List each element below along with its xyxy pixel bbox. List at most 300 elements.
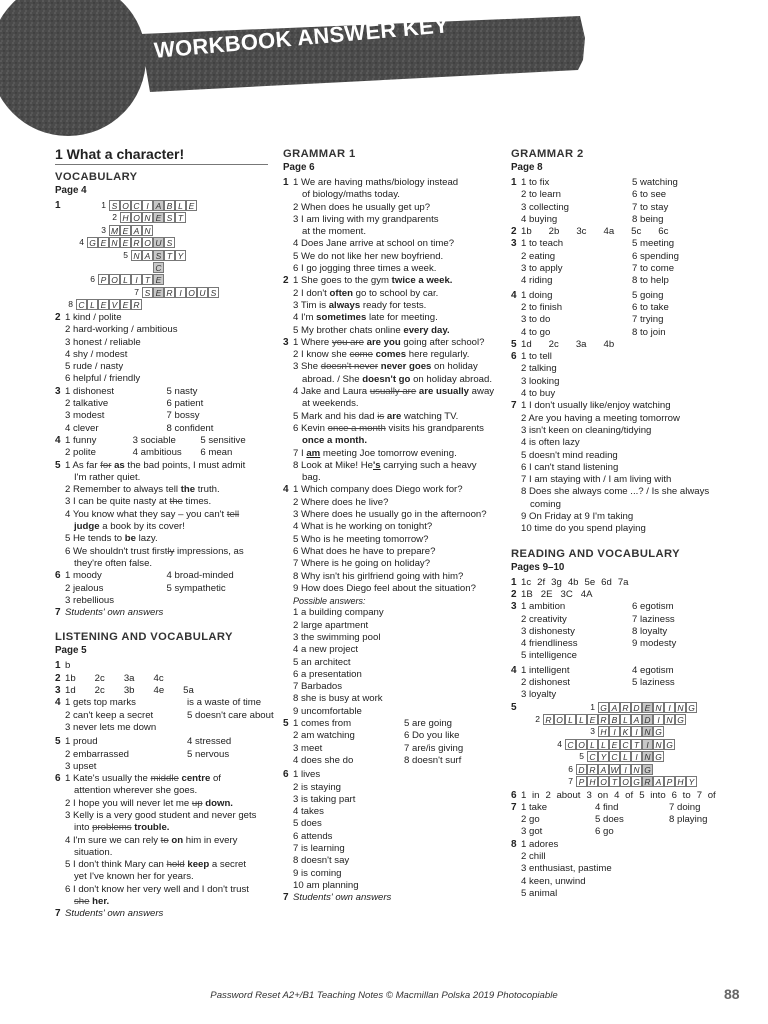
- answer-cell: 4 find: [595, 801, 619, 813]
- crossword-cell: I: [609, 726, 620, 737]
- answer-line: 5 animal: [521, 887, 558, 899]
- g2-q4: 4 1 doing 5 going 2 to finish 6 to take 3 to do 7 trying 4 to go 8 to join: [511, 290, 726, 339]
- answer-cell: 1 funny: [65, 434, 97, 446]
- crossword-cell: P: [664, 776, 675, 787]
- crossword-cell: Y: [686, 776, 697, 787]
- answer-cell: [187, 761, 268, 773]
- crossword-cell: G: [686, 702, 697, 713]
- answer-cell: 3 never lets me down: [65, 721, 157, 733]
- answer-cell: 3 modest: [65, 410, 105, 422]
- crossword-cell: C: [609, 751, 620, 762]
- crossword-cell: L: [565, 714, 576, 725]
- crossword-cell: Y: [598, 751, 609, 762]
- answer-item: 6c: [658, 226, 669, 238]
- answer-cell: 5 going: [632, 289, 664, 301]
- crossword-cell: I: [631, 726, 642, 737]
- answer-cell: 3 loyalty: [521, 689, 557, 701]
- answer-line: 9 On Friday at 9 I'm taking: [521, 511, 634, 523]
- crossword-cell: E: [153, 274, 164, 285]
- answer-item: 3a: [575, 338, 587, 350]
- page-ref: Page 5: [55, 645, 87, 657]
- crossword-cell: C: [587, 751, 598, 762]
- answer-line: 8 doesn't say: [293, 855, 350, 867]
- answer-item: 4a: [603, 226, 615, 238]
- answer-line: 6 I go jogging three times a week.: [293, 263, 437, 275]
- answer-cell: 7 to stay: [632, 201, 669, 213]
- crossword-cell: I: [142, 200, 153, 211]
- crossword-cell: O: [598, 776, 609, 787]
- answer-line: 1 Which company does Diego work for?: [293, 484, 463, 496]
- answer-line: 1 to tell: [521, 351, 552, 363]
- crossword-cell: G: [653, 726, 664, 737]
- crossword-cell: C: [565, 739, 576, 750]
- section-heading: READING AND VOCABULARY: [511, 547, 680, 560]
- crossword-cell: A: [598, 764, 609, 775]
- crossword-cell: A: [142, 250, 153, 261]
- crossword-cell: A: [153, 200, 164, 211]
- lq-1: 1 b: [55, 660, 71, 672]
- crossword-cell: S: [142, 287, 153, 298]
- answer-line: 1 kind / polite: [65, 312, 122, 323]
- crossword-cell: A: [653, 776, 664, 787]
- crossword-cell: O: [142, 237, 153, 248]
- answer-item: 3c: [576, 226, 587, 238]
- crossword-cell: R: [598, 714, 609, 725]
- answer-line: 3 enthusiast, pastime: [521, 863, 612, 875]
- answer-line: at the moment.: [302, 226, 366, 238]
- section-heading: GRAMMAR 2: [511, 148, 584, 160]
- answer-line: 1 I don't usually like/enjoy watching: [521, 400, 671, 412]
- crossword-cell: E: [120, 225, 131, 236]
- answer-cell: 1 to fix: [521, 177, 550, 188]
- answer-line: 6 helpful / friendly: [65, 373, 141, 385]
- crossword-cell: L: [620, 714, 631, 725]
- footer-copyright: Password Reset A2+/B1 Teaching Notes © Macmillan Polska 2019 Photocopiable: [210, 990, 558, 1001]
- answer-line: 5 Who is he meeting tomorrow?: [293, 533, 429, 545]
- answer-line: coming: [530, 498, 561, 510]
- crossword-cell: C: [153, 262, 164, 273]
- answer-cell: 1 take: [521, 801, 548, 813]
- answer-item: 2c: [94, 672, 105, 684]
- answer-line: 3 the swimming pool: [293, 631, 381, 643]
- answer-cell: 5 are going: [404, 718, 453, 730]
- g1-q7: 7 Students' own answers: [283, 892, 392, 904]
- crossword-cell: I: [131, 274, 142, 285]
- answer-line: 2 Are you having a meeting tomorrow: [521, 412, 680, 424]
- question-3: 3 1 dishonest 5 nasty 2 talkative 6 patient 3 modest 7 bossy 4 clever 8 confident: [55, 386, 268, 435]
- answer-line: 7 I am staying with / I am living with: [521, 474, 672, 486]
- g1-q2: 2 1 She goes to the gym twice a week. 2 I don't often go to school by car. 3 Tim is always ready for tests. 4 I'm sometimes late for meeting. 5 My brother chats online every day.: [283, 275, 453, 336]
- answer-cell: [167, 595, 269, 607]
- answer-cell: 4 to go: [521, 326, 551, 338]
- answer-cell: 6 mean: [200, 447, 233, 459]
- answer-cell: 1 moody: [65, 570, 102, 582]
- answer-item: 2f: [537, 576, 546, 588]
- section-heading: GRAMMAR 1: [283, 148, 356, 160]
- answer-line: 1 adores: [521, 838, 559, 850]
- clue-number: 4: [79, 237, 84, 248]
- crossword-cell: G: [653, 751, 664, 762]
- answer-cell: 2 embarrassed: [65, 748, 129, 760]
- question-1: 1 1 S O C I A B L E 2 H O N E S T 3 M E A N 4 G E N E R O U S 5 N A S T Y C 6 P O L I T E 7 S E R I O U S 8 C L E V E R: [55, 200, 268, 312]
- page-title: WORKBOOK ANSWER KEY: [153, 12, 450, 63]
- answer-cell: 5 meeting: [632, 238, 675, 250]
- answer-line: 9 uncomfortable: [293, 705, 362, 717]
- answer-line: 6 attends: [293, 830, 333, 842]
- crossword-cell: R: [543, 714, 554, 725]
- rv-q2: 2 1B 2E 3C 4A: [511, 588, 593, 600]
- clue-number: 3: [101, 224, 106, 235]
- answer-line: 2 large apartment: [293, 619, 369, 631]
- crossword-cell: L: [175, 200, 186, 211]
- question-7: 7 Students' own answers: [55, 607, 164, 619]
- answer-cell: 1 intelligent: [521, 664, 570, 676]
- crossword-cell: W: [610, 764, 619, 775]
- rv-q4: 4 1 intelligent 4 egotism 2 dishonest 5 laziness 3 loyalty: [511, 665, 726, 702]
- crossword-cell: N: [109, 237, 120, 248]
- crossword-cell: P: [98, 274, 109, 285]
- clue-number: 8: [68, 299, 73, 310]
- crossword-cell: Y: [175, 250, 186, 261]
- crossword-cell: K: [620, 726, 631, 737]
- answer-cell: 2 eating: [521, 250, 556, 262]
- answer-cell: 7 are/is giving: [404, 742, 464, 754]
- answer-item: 4A: [580, 588, 593, 600]
- answer-cell: 4 buying: [521, 213, 558, 225]
- crossword-cell: I: [653, 714, 664, 725]
- answer-line: 10 am planning: [293, 879, 359, 891]
- answer-cell: 6 to take: [632, 301, 669, 313]
- g2-q7: 7 1 I don't usually like/enjoy watching 2 Are you having a meeting tomorrow 3 isn't keen on cleaning/tidying 4 is often lazy 5 doesn't mind reading 6 I can't stand listening 7 I am staying with / I am living with 8 Does she always come ...? / Is she always coming 9 On Friday at 9 I'm taking 10 time do you spend playing: [511, 400, 726, 535]
- crossword-cell: N: [142, 225, 153, 236]
- g1-q1: 1 1 We are having maths/biology instead of biology/maths today. 2 When does he usually get up? 3 I am living with my grandparents at the moment. 4 Does Jane arrive at school on time? 5 We do not like her new boyfriend. 6 I go jogging three times a week.: [283, 177, 498, 275]
- clue-number: 7: [568, 775, 573, 786]
- answer-cell: 6 go: [595, 826, 614, 838]
- crossword-cell: H: [675, 776, 686, 787]
- answer-cell: 8 loyalty: [632, 625, 668, 637]
- answer-item: 4e: [153, 685, 165, 697]
- question-6: 6 1 moody 4 broad-minded 2 jealous 5 sympathetic 3 rebellious: [55, 570, 268, 607]
- answer-cell: 1 ambition: [521, 601, 566, 613]
- answer-line: 3 looking: [521, 375, 560, 387]
- page-ref: Pages 9–10: [511, 561, 565, 573]
- answer-line: 4 takes: [293, 806, 324, 818]
- answer-line: 6 a presentation: [293, 668, 362, 680]
- crossword-cell: O: [131, 212, 142, 223]
- answer-line: 10 time do you spend playing: [521, 523, 646, 535]
- crossword-cell: L: [598, 739, 609, 750]
- crossword-cell: O: [620, 776, 631, 787]
- crossword-cell: T: [175, 212, 186, 223]
- clue-number: 5: [579, 751, 584, 762]
- g1-q5: 5 1 comes from 5 are going 2 am watching 6 Do you like 3 meet 7 are/is giving 4 does she do 8 doesn't surf: [283, 718, 498, 767]
- lq-2: 2 1b 2c 3a 4c: [55, 672, 164, 684]
- column-2: [283, 142, 498, 905]
- column-1: [55, 142, 274, 921]
- answer-line: 2 talking: [521, 363, 557, 375]
- answer-cell: 4 clever: [65, 422, 99, 434]
- crossword-cell: E: [120, 299, 131, 310]
- answer-cell: 1 doing: [521, 289, 553, 301]
- answer-cell: 5 nervous: [187, 748, 230, 760]
- page-ref: Page 4: [55, 185, 87, 196]
- answer-item: 3 on: [586, 789, 609, 801]
- rv-q7: 7 1 take 4 find 7 doing 2 go 5 does 8 playing 3 got 6 go: [511, 802, 726, 839]
- answer-item: 1b: [521, 226, 532, 238]
- crossword-cell: R: [587, 764, 598, 775]
- answer-line: 3 honest / reliable: [65, 336, 141, 348]
- answer-item: 3a: [123, 672, 135, 684]
- answer-cell: 5 laziness: [632, 676, 675, 688]
- answer-cell: 2 am watching: [293, 730, 355, 742]
- answer-line: 2 hard-working / ambitious: [65, 324, 178, 336]
- answer-cell: 7 trying: [632, 314, 664, 326]
- answer-cell: 5 sensitive: [200, 434, 246, 446]
- crossword-cell: G: [87, 237, 98, 248]
- answer-cell: 2 to finish: [521, 301, 563, 313]
- clue-number: 1: [590, 701, 595, 712]
- crossword-cell: N: [675, 702, 686, 713]
- g1-q4: 4 1 Which company does Diego work for? 2 Where does he live? 3 Where does he usually go in the afternoon? 4 What is he working on tonight? 5 Who is he meeting tomorrow? 6 What does he have to prepare? 7 Where is he going on holiday? 8 Why isn't his girlfriend going with him? 9 How does Diego feel about the situation? Possible answers: 1 a building company 2 large apartment 3 the swimming pool 4 a new project 5 an architect 6 a presentation 7 Barbados 8 she is busy at work 9 uncomfortable: [283, 484, 498, 718]
- answer-cell: [632, 689, 726, 701]
- answer-cell: 2 polite: [65, 447, 96, 459]
- crossword-cell: P: [576, 776, 587, 787]
- crossword-cell: R: [131, 299, 142, 310]
- page-number: 88: [724, 986, 740, 1002]
- answer-cell: 3 to do: [521, 314, 551, 326]
- answer-cell: 6 spending: [632, 250, 679, 262]
- crossword-cell: O: [109, 274, 120, 285]
- crossword-cell: O: [186, 287, 197, 298]
- answer-item: 5a: [183, 685, 194, 697]
- crossword-hobbies: [521, 702, 726, 790]
- answer-line: 3 isn't keen on cleaning/tidying: [521, 424, 652, 436]
- crossword-cell: T: [142, 274, 153, 285]
- crossword-cell: N: [664, 714, 675, 725]
- crossword-cell: S: [208, 287, 219, 298]
- answer-line: 4 Does Jane arrive at school on time?: [293, 238, 455, 250]
- crossword-cell: N: [653, 702, 664, 713]
- answer-item: 3b: [123, 685, 135, 697]
- answer-item: 5e: [584, 576, 596, 588]
- answer-line: 6 What does he have to prepare?: [293, 545, 436, 557]
- crossword-cell: A: [631, 714, 642, 725]
- clue-number: 7: [134, 286, 139, 297]
- answer-cell: 3 upset: [65, 760, 97, 772]
- crossword-cell: L: [587, 739, 598, 750]
- crossword-cell: E: [642, 702, 653, 713]
- section-heading: VOCABULARY: [55, 171, 138, 183]
- answer-cell: 1 proud: [65, 736, 98, 748]
- crossword-cell: M: [110, 225, 119, 236]
- answer-cell: 6 egotism: [632, 601, 674, 613]
- answer-cell: 4 does she do: [293, 754, 354, 766]
- lq-3: 3 1d 2c 3b 4e 5a: [55, 685, 194, 697]
- crossword-cell: O: [554, 714, 565, 725]
- answer-line: 8 Does she always come ...? / Is she always: [521, 486, 710, 498]
- crossword-cell: N: [142, 212, 153, 223]
- crossword-cell: N: [131, 250, 142, 261]
- crossword-cell: O: [576, 739, 587, 750]
- crossword-cell: S: [164, 212, 175, 223]
- crossword-cell: G: [675, 714, 686, 725]
- question-4: 4 1 funny 3 sociable 5 sensitive 2 polite 4 ambitious 6 mean: [55, 435, 268, 460]
- lq-6: 6 1 Kate's usually the middle centre of attention wherever she goes. 2 I hope you will never let me up down. 3 Kelly is a very good student and never gets into problems trouble. 4 I'm sure we can rely to on him in every situation. 5 I don't think Mary can hold keep a secret yet I've known her for years. 6 I don't know her very well and I don't trust she her.: [55, 773, 257, 908]
- crossword-cell: S: [109, 200, 120, 211]
- answer-cell: 1 dishonest: [65, 385, 115, 397]
- answer-item: 2 about: [545, 789, 581, 801]
- answer-cell: 3 got: [521, 826, 543, 838]
- crossword-cell: E: [587, 714, 598, 725]
- header-banner: [0, 0, 768, 140]
- page-ref: Page 8: [511, 162, 543, 173]
- answer-item: 5 into: [639, 789, 666, 801]
- crossword-cell: E: [98, 237, 109, 248]
- answer-item: 1B: [521, 588, 533, 600]
- crossword-cell: I: [664, 702, 675, 713]
- clue-number: 2: [535, 713, 540, 724]
- crossword-cell: E: [98, 299, 109, 310]
- crossword-cell: A: [131, 225, 142, 236]
- crossword-cell: I: [631, 751, 642, 762]
- answer-line: 7 Where is he going on holiday?: [293, 558, 431, 570]
- answer-line: 3 is taking part: [293, 793, 356, 805]
- answer-cell: 8 to join: [632, 326, 666, 338]
- column-3: [511, 142, 726, 900]
- answer-line: 4 shy / modest: [65, 348, 128, 360]
- answer-cell: [632, 650, 726, 662]
- crossword-cell: G: [664, 739, 675, 750]
- answer-cell: 2 talkative: [65, 398, 109, 410]
- answer-cell: 1 comes from: [293, 718, 352, 730]
- crossword-cell: S: [153, 250, 164, 261]
- answer-cell: 2 jealous: [65, 582, 104, 594]
- rv-q5: 5 1 G A R D E N I N G 2 R O L L E R B L A D I N G 3 H I K I N G 4 C O L L E C T I N G 5 C Y C L I N G 6 D R A W I N G 7 P H O T O G R A P H Y: [511, 702, 726, 790]
- answer-cell: 5 intelligence: [521, 650, 578, 662]
- crossword-cell: R: [131, 237, 142, 248]
- answer-line: 2 is staying: [293, 781, 341, 793]
- g2-q3: 3 1 to teach 5 meeting 2 eating 6 spending 3 to apply 7 to come 4 riding 8 to help: [511, 238, 726, 287]
- crossword-cell: E: [186, 200, 197, 211]
- answer-cell: 3 meet: [293, 742, 323, 754]
- answer-cell: 4 broad-minded: [166, 570, 234, 582]
- crossword-cell: R: [620, 702, 631, 713]
- answer-cell: 8 confident: [166, 422, 214, 434]
- crossword-cell: G: [631, 776, 642, 787]
- answer-cell: 5 doesn't care about: [187, 709, 274, 721]
- answer-cell: 3 collecting: [521, 201, 569, 213]
- g2-q1: 1 1 to fix 5 watching 2 to learn 6 to see 3 collecting 7 to stay 4 buying 8 being: [511, 177, 726, 226]
- answer-item: 1c: [521, 576, 532, 588]
- crossword-cell: L: [576, 714, 587, 725]
- crossword-cell: L: [620, 751, 631, 762]
- answer-cell: 7 bossy: [166, 410, 200, 422]
- answer-line: 5 We do not like her new boyfriend.: [293, 250, 444, 262]
- answer-line: 8 she is busy at work: [293, 693, 383, 705]
- answer-cell: 3 to apply: [521, 263, 563, 275]
- answer-line: of biology/maths today.: [302, 189, 400, 201]
- answer-cell: 7 to come: [632, 263, 675, 275]
- answer-line: 3 I am living with my grandparents: [293, 213, 439, 225]
- crossword-cell: A: [609, 702, 620, 713]
- answer-line: 4 a new project: [293, 644, 359, 656]
- answer-line: 1 We are having maths/biology instead: [293, 177, 459, 188]
- crossword-cell: H: [587, 776, 598, 787]
- answer-cell: 8 to help: [632, 275, 669, 287]
- answer-line: 6 I can't stand listening: [521, 461, 619, 473]
- lq-4: 4 1 gets top marks is a waste of time 2 can't keep a secret 5 doesn't care about 3 never lets me down: [55, 697, 274, 733]
- question-2: 2 1 kind / polite 2 hard-working / ambitious 3 honest / reliable 4 shy / modest 5 rude / nasty 6 helpful / friendly: [55, 312, 268, 386]
- crossword-cell: U: [197, 287, 208, 298]
- answer-cell: [669, 826, 726, 838]
- answer-line: 4 is often lazy: [521, 437, 580, 449]
- answer-item: 1d: [521, 338, 532, 350]
- answer-item: 4b: [603, 338, 615, 350]
- clue-number: 6: [568, 763, 573, 774]
- answer-item: 5c: [631, 226, 642, 238]
- answer-item: 3C: [560, 588, 573, 600]
- answer-line: 1 lives: [293, 769, 321, 781]
- crossword-cell: D: [576, 764, 587, 775]
- answer-line: 5 doesn't mind reading: [521, 449, 618, 461]
- lq-5: 5 1 proud 4 stressed 2 embarrassed 5 nervous 3 upset: [55, 736, 268, 773]
- answer-item: 7a: [617, 576, 629, 588]
- answer-item: 6 to: [671, 789, 691, 801]
- answer-line: 1 a building company: [293, 607, 384, 619]
- answer-item: 6d: [601, 576, 612, 588]
- answer-item: 3g: [551, 576, 562, 588]
- answer-cell: 8 being: [632, 213, 664, 225]
- answer-item: 4 of: [614, 789, 634, 801]
- crossword-cell: B: [609, 714, 620, 725]
- crossword-cell: H: [598, 726, 609, 737]
- answer-line: 9 How does Diego feel about the situation?: [293, 582, 476, 594]
- clue-number: 6: [90, 274, 95, 285]
- answer-cell: 2 to learn: [521, 189, 562, 201]
- crossword-cell: O: [120, 200, 131, 211]
- clue-number: 2: [112, 212, 117, 223]
- answer-item: 2c: [548, 338, 559, 350]
- answer-line: 5 does: [293, 818, 322, 830]
- crossword-cell: G: [642, 764, 653, 775]
- clue-number: 5: [123, 249, 128, 260]
- crossword-cell: E: [609, 739, 620, 750]
- answer-cell: 3 rebellious: [65, 594, 115, 606]
- crossword-cell: G: [598, 702, 609, 713]
- answer-line: 7 Barbados: [293, 681, 343, 693]
- crossword-cell: D: [642, 714, 653, 725]
- answer-line: 5 rude / nasty: [65, 361, 124, 373]
- answer-cell: 2 go: [521, 814, 540, 826]
- answer-item: 1 in: [521, 789, 540, 801]
- g2-q5: 5 1d 2c 3a 4b: [511, 338, 615, 350]
- answer-cell: 7 doing: [669, 801, 701, 813]
- answer-cell: 4 friendliness: [521, 638, 578, 650]
- answer-line: 5 an architect: [293, 656, 351, 668]
- page-ref: Page 6: [283, 162, 315, 173]
- crossword-personality: [65, 200, 268, 312]
- answer-cell: 2 can't keep a secret: [65, 709, 154, 721]
- answer-cell: 7 laziness: [632, 613, 675, 625]
- answer-line: 8 Why isn't his girlfriend going with him?: [293, 570, 464, 582]
- rv-q3: 3 1 ambition 6 egotism 2 creativity 7 laziness 3 dishonesty 8 loyalty 4 friendliness 9 modesty 5 intelligence: [511, 601, 726, 662]
- crossword-cell: T: [631, 739, 642, 750]
- answer-item: 2E: [540, 588, 553, 600]
- g2-q6: 6 1 to tell 2 talking 3 looking 4 to buy: [511, 351, 726, 400]
- answer-line: 4 to buy: [521, 388, 556, 400]
- answer-cell: 6 Do you like: [404, 730, 460, 742]
- crossword-cell: C: [131, 200, 142, 211]
